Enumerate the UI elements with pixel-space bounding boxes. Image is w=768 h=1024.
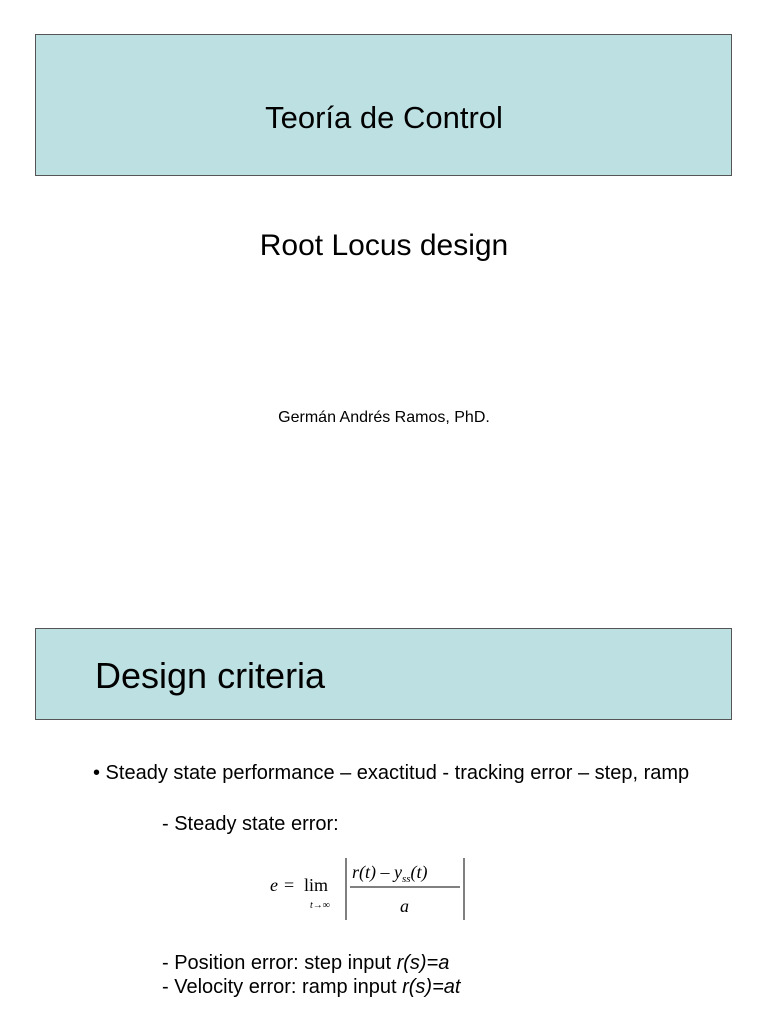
velocity-error-line: - Velocity error: ramp input r(s)=at bbox=[162, 976, 461, 998]
formula-equals: = bbox=[284, 875, 295, 895]
author-name: Germán Andrés Ramos, PhD. bbox=[278, 409, 490, 426]
slide1-subtitle: Root Locus design bbox=[259, 229, 509, 262]
slide2-title: Design criteria bbox=[95, 655, 326, 696]
slide1-title: Teoría de Control bbox=[265, 100, 503, 135]
formula-lhs: e bbox=[270, 875, 278, 895]
formula-denominator: a bbox=[400, 896, 409, 916]
bullet-steady-state: • Steady state performance – exactitud - tracking error – step, ramp bbox=[93, 762, 690, 784]
steady-state-error-formula bbox=[268, 858, 478, 922]
position-error-line: - Position error: step input r(s)=a bbox=[162, 952, 450, 974]
steady-state-error-label: - Steady state error: bbox=[162, 813, 339, 835]
formula-lim: lim bbox=[304, 875, 329, 895]
formula-numerator: $r(t) - y_{ss}(t)$ bbox=[352, 862, 428, 885]
formula-limit: t→∞ bbox=[310, 900, 330, 911]
